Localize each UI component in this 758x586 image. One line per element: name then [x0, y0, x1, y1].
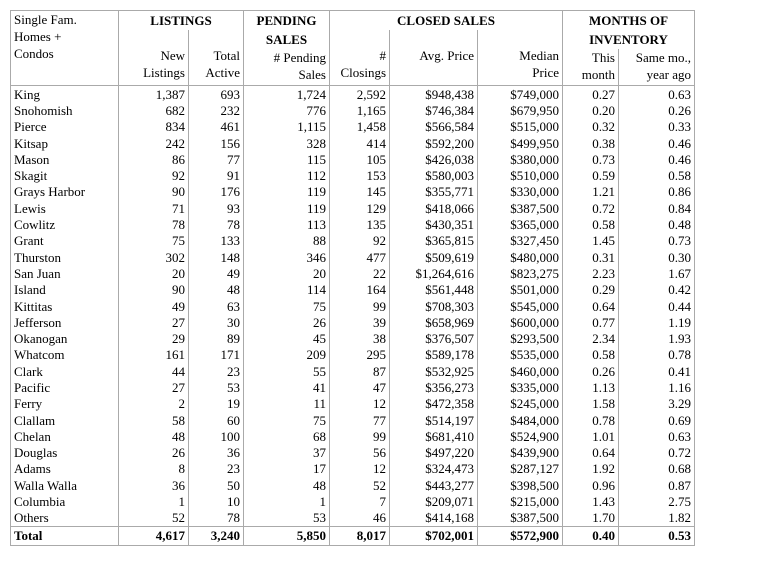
cell-median-price: $515,000 [478, 119, 563, 135]
total-pending: 5,850 [244, 527, 330, 546]
cell-avg-price: $355,771 [390, 184, 478, 200]
table-row [11, 396, 695, 412]
cell-moi-same-month: 1.67 [619, 265, 695, 281]
cell-total-active: 232 [189, 102, 244, 118]
cell-closings: 12 [330, 396, 390, 412]
cell-pending-sales: 209 [244, 347, 330, 363]
cell-moi-same-month: 1.19 [619, 314, 695, 330]
cell-median-price: $524,900 [478, 428, 563, 444]
cell-pending-sales: 75 [244, 412, 330, 428]
cell-new-listings: 682 [119, 102, 189, 118]
cell-avg-price: $356,273 [390, 379, 478, 395]
cell-new-listings: 27 [119, 314, 189, 330]
cell-moi-this-month: 0.32 [563, 119, 619, 135]
cell-county: Skagit [11, 167, 119, 183]
cell-pending-sales: 1 [244, 493, 330, 509]
cell-moi-this-month: 0.73 [563, 151, 619, 167]
cell-pending-sales: 48 [244, 477, 330, 493]
cell-moi-this-month: 1.92 [563, 461, 619, 477]
cell-county: Columbia [11, 493, 119, 509]
cell-avg-price: $497,220 [390, 445, 478, 461]
cell-total-active: 156 [189, 135, 244, 151]
cell-pending-sales: 114 [244, 282, 330, 298]
cell-median-price: $535,000 [478, 347, 563, 363]
cell-county: Kittitas [11, 298, 119, 314]
group-listings: LISTINGS [119, 11, 244, 31]
cell-pending-sales: 53 [244, 510, 330, 527]
cell-total-active: 93 [189, 200, 244, 216]
cell-new-listings: 302 [119, 249, 189, 265]
cell-pending-sales: 119 [244, 184, 330, 200]
cell-median-price: $287,127 [478, 461, 563, 477]
cell-median-price: $510,000 [478, 167, 563, 183]
cell-avg-price: $209,071 [390, 493, 478, 509]
cell-moi-same-month: 0.58 [619, 167, 695, 183]
table-row [11, 330, 695, 346]
table-row [11, 493, 695, 509]
cell-pending-sales: 45 [244, 330, 330, 346]
cell-county: Snohomish [11, 102, 119, 118]
total-row [11, 527, 695, 546]
cell-moi-this-month: 1.43 [563, 493, 619, 509]
cell-moi-this-month: 0.27 [563, 86, 619, 103]
table-row [11, 363, 695, 379]
table-row [11, 200, 695, 216]
cell-moi-this-month: 1.70 [563, 510, 619, 527]
cell-county: Clark [11, 363, 119, 379]
cell-new-listings: 75 [119, 233, 189, 249]
cell-avg-price: $589,178 [390, 347, 478, 363]
total-same-month: 0.53 [619, 527, 695, 546]
cell-new-listings: 48 [119, 428, 189, 444]
cell-closings: 7 [330, 493, 390, 509]
cell-avg-price: $561,448 [390, 282, 478, 298]
cell-total-active: 10 [189, 493, 244, 509]
cell-pending-sales: 346 [244, 249, 330, 265]
cell-median-price: $600,000 [478, 314, 563, 330]
cell-avg-price: $376,507 [390, 330, 478, 346]
cell-closings: 164 [330, 282, 390, 298]
cell-moi-this-month: 1.21 [563, 184, 619, 200]
cell-closings: 135 [330, 216, 390, 232]
subhdr-total-active: Total Active [189, 30, 244, 86]
cell-median-price: $545,000 [478, 298, 563, 314]
cell-median-price: $679,950 [478, 102, 563, 118]
cell-avg-price: $532,925 [390, 363, 478, 379]
cell-pending-sales: 112 [244, 167, 330, 183]
cell-new-listings: 20 [119, 265, 189, 281]
cell-moi-same-month: 0.63 [619, 86, 695, 103]
cell-moi-this-month: 0.58 [563, 216, 619, 232]
cell-closings: 99 [330, 428, 390, 444]
cell-moi-this-month: 0.20 [563, 102, 619, 118]
cell-total-active: 36 [189, 445, 244, 461]
cell-new-listings: 71 [119, 200, 189, 216]
cell-moi-same-month: 0.86 [619, 184, 695, 200]
cell-total-active: 23 [189, 461, 244, 477]
subhdr-new-listings: New Listings [119, 30, 189, 86]
cell-moi-this-month: 1.58 [563, 396, 619, 412]
cell-median-price: $749,000 [478, 86, 563, 103]
cell-new-listings: 44 [119, 363, 189, 379]
cell-new-listings: 78 [119, 216, 189, 232]
cell-moi-same-month: 0.84 [619, 200, 695, 216]
cell-moi-this-month: 0.96 [563, 477, 619, 493]
table-row [11, 151, 695, 167]
subhdr-same-month-year-ago: Same mo., year ago [619, 49, 695, 86]
subhdr-avg-price: Avg. Price [390, 30, 478, 86]
cell-moi-same-month: 0.41 [619, 363, 695, 379]
table-row [11, 314, 695, 330]
cell-new-listings: 242 [119, 135, 189, 151]
table-row [11, 282, 695, 298]
cell-total-active: 89 [189, 330, 244, 346]
cell-total-active: 78 [189, 510, 244, 527]
cell-new-listings: 1,387 [119, 86, 189, 103]
cell-total-active: 148 [189, 249, 244, 265]
cell-pending-sales: 119 [244, 200, 330, 216]
cell-moi-this-month: 1.01 [563, 428, 619, 444]
cell-median-price: $460,000 [478, 363, 563, 379]
cell-median-price: $327,450 [478, 233, 563, 249]
cell-moi-same-month: 0.26 [619, 102, 695, 118]
table-body [11, 86, 695, 527]
cell-county: Island [11, 282, 119, 298]
cell-moi-same-month: 0.30 [619, 249, 695, 265]
cell-total-active: 693 [189, 86, 244, 103]
cell-moi-this-month: 0.29 [563, 282, 619, 298]
cell-county: Others [11, 510, 119, 527]
table-row [11, 216, 695, 232]
cell-pending-sales: 776 [244, 102, 330, 118]
cell-pending-sales: 20 [244, 265, 330, 281]
cell-avg-price: $681,410 [390, 428, 478, 444]
cell-closings: 99 [330, 298, 390, 314]
group-pending-line1: PENDING [244, 11, 330, 31]
cell-new-listings: 90 [119, 184, 189, 200]
cell-median-price: $335,000 [478, 379, 563, 395]
cell-avg-price: $514,197 [390, 412, 478, 428]
cell-moi-same-month: 0.73 [619, 233, 695, 249]
cell-moi-this-month: 0.64 [563, 298, 619, 314]
table-row [11, 510, 695, 527]
cell-median-price: $439,900 [478, 445, 563, 461]
table-row [11, 379, 695, 395]
cell-avg-price: $1,264,616 [390, 265, 478, 281]
cell-median-price: $499,950 [478, 135, 563, 151]
cell-county: Douglas [11, 445, 119, 461]
table-row [11, 265, 695, 281]
cell-total-active: 77 [189, 151, 244, 167]
cell-new-listings: 8 [119, 461, 189, 477]
cell-pending-sales: 1,724 [244, 86, 330, 103]
table-row [11, 428, 695, 444]
cell-median-price: $484,000 [478, 412, 563, 428]
cell-closings: 39 [330, 314, 390, 330]
cell-moi-same-month: 1.93 [619, 330, 695, 346]
cell-moi-same-month: 0.46 [619, 135, 695, 151]
cell-total-active: 133 [189, 233, 244, 249]
corner-label: Single Fam. Homes + Condos [11, 11, 119, 86]
cell-new-listings: 26 [119, 445, 189, 461]
cell-median-price: $215,000 [478, 493, 563, 509]
cell-avg-price: $414,168 [390, 510, 478, 527]
cell-pending-sales: 68 [244, 428, 330, 444]
subhdr-this-month: This month [563, 49, 619, 86]
cell-total-active: 50 [189, 477, 244, 493]
group-moi-line2: INVENTORY [563, 30, 695, 49]
table-row [11, 461, 695, 477]
table-row [11, 119, 695, 135]
subhdr-closings: # Closings [330, 30, 390, 86]
cell-county: Ferry [11, 396, 119, 412]
cell-new-listings: 1 [119, 493, 189, 509]
cell-new-listings: 49 [119, 298, 189, 314]
cell-closings: 129 [330, 200, 390, 216]
cell-median-price: $293,500 [478, 330, 563, 346]
cell-county: Grays Harbor [11, 184, 119, 200]
cell-new-listings: 161 [119, 347, 189, 363]
cell-avg-price: $658,969 [390, 314, 478, 330]
cell-moi-same-month: 0.78 [619, 347, 695, 363]
cell-county: Pierce [11, 119, 119, 135]
total-label: Total [11, 527, 119, 546]
cell-closings: 22 [330, 265, 390, 281]
cell-median-price: $387,500 [478, 510, 563, 527]
cell-median-price: $823,275 [478, 265, 563, 281]
cell-total-active: 23 [189, 363, 244, 379]
cell-total-active: 91 [189, 167, 244, 183]
cell-median-price: $387,500 [478, 200, 563, 216]
cell-moi-same-month: 0.33 [619, 119, 695, 135]
cell-moi-same-month: 0.48 [619, 216, 695, 232]
cell-moi-this-month: 0.58 [563, 347, 619, 363]
cell-avg-price: $592,200 [390, 135, 478, 151]
cell-moi-same-month: 0.42 [619, 282, 695, 298]
cell-new-listings: 90 [119, 282, 189, 298]
cell-avg-price: $365,815 [390, 233, 478, 249]
cell-total-active: 176 [189, 184, 244, 200]
cell-median-price: $330,000 [478, 184, 563, 200]
cell-pending-sales: 75 [244, 298, 330, 314]
cell-closings: 295 [330, 347, 390, 363]
cell-avg-price: $509,619 [390, 249, 478, 265]
cell-moi-this-month: 0.31 [563, 249, 619, 265]
cell-total-active: 78 [189, 216, 244, 232]
market-stats-table [10, 10, 695, 546]
cell-county: Clallam [11, 412, 119, 428]
cell-new-listings: 92 [119, 167, 189, 183]
cell-moi-same-month: 0.69 [619, 412, 695, 428]
cell-pending-sales: 41 [244, 379, 330, 395]
cell-moi-this-month: 0.26 [563, 363, 619, 379]
cell-closings: 47 [330, 379, 390, 395]
table-row [11, 412, 695, 428]
cell-moi-this-month: 1.45 [563, 233, 619, 249]
cell-closings: 56 [330, 445, 390, 461]
cell-pending-sales: 88 [244, 233, 330, 249]
table-row [11, 477, 695, 493]
cell-moi-same-month: 0.68 [619, 461, 695, 477]
cell-closings: 1,165 [330, 102, 390, 118]
cell-pending-sales: 17 [244, 461, 330, 477]
cell-avg-price: $708,303 [390, 298, 478, 314]
table-row [11, 86, 695, 103]
table-row [11, 135, 695, 151]
cell-total-active: 30 [189, 314, 244, 330]
cell-new-listings: 58 [119, 412, 189, 428]
cell-median-price: $365,000 [478, 216, 563, 232]
cell-total-active: 48 [189, 282, 244, 298]
cell-closings: 52 [330, 477, 390, 493]
cell-moi-same-month: 3.29 [619, 396, 695, 412]
cell-median-price: $380,000 [478, 151, 563, 167]
cell-new-listings: 86 [119, 151, 189, 167]
cell-avg-price: $746,384 [390, 102, 478, 118]
cell-county: Okanogan [11, 330, 119, 346]
total-this-month: 0.40 [563, 527, 619, 546]
cell-new-listings: 36 [119, 477, 189, 493]
cell-county: Chelan [11, 428, 119, 444]
cell-moi-same-month: 1.16 [619, 379, 695, 395]
cell-moi-same-month: 1.82 [619, 510, 695, 527]
cell-total-active: 60 [189, 412, 244, 428]
cell-closings: 12 [330, 461, 390, 477]
cell-total-active: 49 [189, 265, 244, 281]
cell-county: San Juan [11, 265, 119, 281]
cell-avg-price: $443,277 [390, 477, 478, 493]
table-row [11, 233, 695, 249]
cell-pending-sales: 26 [244, 314, 330, 330]
cell-county: Jefferson [11, 314, 119, 330]
cell-total-active: 461 [189, 119, 244, 135]
cell-moi-same-month: 2.75 [619, 493, 695, 509]
cell-moi-this-month: 0.72 [563, 200, 619, 216]
cell-moi-this-month: 1.13 [563, 379, 619, 395]
cell-avg-price: $324,473 [390, 461, 478, 477]
table-row [11, 167, 695, 183]
cell-county: Mason [11, 151, 119, 167]
cell-pending-sales: 37 [244, 445, 330, 461]
table-row [11, 445, 695, 461]
cell-closings: 2,592 [330, 86, 390, 103]
cell-pending-sales: 11 [244, 396, 330, 412]
cell-total-active: 100 [189, 428, 244, 444]
cell-county: King [11, 86, 119, 103]
cell-moi-same-month: 0.63 [619, 428, 695, 444]
total-closings: 8,017 [330, 527, 390, 546]
cell-median-price: $245,000 [478, 396, 563, 412]
cell-moi-this-month: 0.59 [563, 167, 619, 183]
cell-closings: 105 [330, 151, 390, 167]
cell-closings: 477 [330, 249, 390, 265]
cell-moi-this-month: 2.34 [563, 330, 619, 346]
table-row [11, 249, 695, 265]
table-row [11, 184, 695, 200]
cell-moi-this-month: 0.78 [563, 412, 619, 428]
total-median-price: $572,900 [478, 527, 563, 546]
cell-moi-same-month: 0.72 [619, 445, 695, 461]
cell-county: Pacific [11, 379, 119, 395]
subhdr-median-price: Median Price [478, 30, 563, 86]
cell-closings: 46 [330, 510, 390, 527]
cell-moi-same-month: 0.44 [619, 298, 695, 314]
cell-closings: 414 [330, 135, 390, 151]
group-pending-line2: SALES [244, 30, 330, 49]
subhdr-pending-sales: # Pending Sales [244, 49, 330, 86]
cell-new-listings: 29 [119, 330, 189, 346]
cell-pending-sales: 1,115 [244, 119, 330, 135]
cell-moi-same-month: 0.87 [619, 477, 695, 493]
cell-pending-sales: 328 [244, 135, 330, 151]
total-new-listings: 4,617 [119, 527, 189, 546]
cell-county: Cowlitz [11, 216, 119, 232]
cell-total-active: 53 [189, 379, 244, 395]
cell-median-price: $501,000 [478, 282, 563, 298]
cell-total-active: 63 [189, 298, 244, 314]
group-moi-line1: MONTHS OF [563, 11, 695, 31]
cell-avg-price: $566,584 [390, 119, 478, 135]
cell-county: Grant [11, 233, 119, 249]
cell-closings: 1,458 [330, 119, 390, 135]
table-row [11, 102, 695, 118]
cell-avg-price: $472,358 [390, 396, 478, 412]
cell-new-listings: 27 [119, 379, 189, 395]
cell-avg-price: $948,438 [390, 86, 478, 103]
cell-county: Kitsap [11, 135, 119, 151]
cell-median-price: $398,500 [478, 477, 563, 493]
cell-pending-sales: 55 [244, 363, 330, 379]
cell-closings: 145 [330, 184, 390, 200]
table-row [11, 347, 695, 363]
cell-moi-this-month: 0.38 [563, 135, 619, 151]
cell-avg-price: $418,066 [390, 200, 478, 216]
cell-closings: 153 [330, 167, 390, 183]
cell-pending-sales: 115 [244, 151, 330, 167]
cell-avg-price: $430,351 [390, 216, 478, 232]
table-row [11, 298, 695, 314]
cell-moi-this-month: 2.23 [563, 265, 619, 281]
cell-avg-price: $580,003 [390, 167, 478, 183]
cell-moi-same-month: 0.46 [619, 151, 695, 167]
cell-closings: 38 [330, 330, 390, 346]
cell-median-price: $480,000 [478, 249, 563, 265]
total-avg-price: $702,001 [390, 527, 478, 546]
cell-moi-this-month: 0.64 [563, 445, 619, 461]
cell-total-active: 171 [189, 347, 244, 363]
cell-closings: 77 [330, 412, 390, 428]
cell-county: Lewis [11, 200, 119, 216]
cell-county: Thurston [11, 249, 119, 265]
cell-new-listings: 52 [119, 510, 189, 527]
cell-total-active: 19 [189, 396, 244, 412]
total-active: 3,240 [189, 527, 244, 546]
cell-pending-sales: 113 [244, 216, 330, 232]
cell-moi-this-month: 0.77 [563, 314, 619, 330]
cell-avg-price: $426,038 [390, 151, 478, 167]
cell-closings: 92 [330, 233, 390, 249]
cell-county: Whatcom [11, 347, 119, 363]
cell-county: Walla Walla [11, 477, 119, 493]
group-closed-sales: CLOSED SALES [330, 11, 563, 31]
cell-closings: 87 [330, 363, 390, 379]
cell-new-listings: 834 [119, 119, 189, 135]
cell-county: Adams [11, 461, 119, 477]
cell-new-listings: 2 [119, 396, 189, 412]
